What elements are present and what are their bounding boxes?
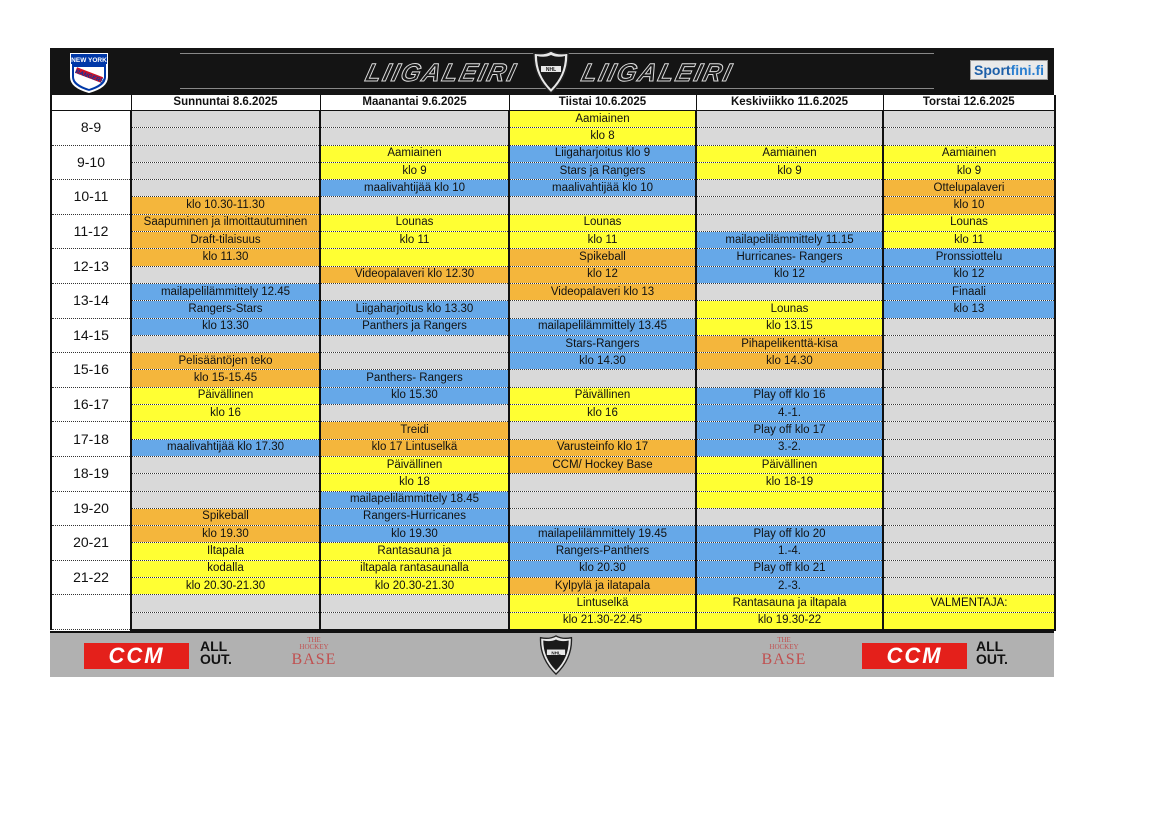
ccm-logo-right: CCM [862, 643, 967, 669]
schedule-cell [320, 405, 509, 422]
schedule-row [51, 318, 1055, 335]
corner-cell [51, 95, 131, 111]
schedule-row [51, 301, 1055, 318]
schedule-cell: Liigaharjoitus klo 13.30 [320, 301, 509, 318]
schedule-cell [883, 508, 1055, 525]
schedule-cell: Panthers- Rangers [320, 370, 509, 387]
schedule-cell: Play off klo 16 [696, 387, 883, 404]
hockey-base-hockey-2: HOCKEY [769, 642, 799, 651]
hockey-base-hockey: HOCKEY [299, 642, 329, 651]
allout-logo [200, 637, 232, 667]
schedule-cell: mailapelilämmittely 13.45 [509, 318, 696, 335]
time-slot-label: 8-9 [51, 111, 131, 146]
schedule-cell: maalivahtijää klo 17.30 [131, 439, 320, 456]
schedule-row [51, 526, 1055, 543]
schedule-cell: Varusteinfo klo 17 [509, 439, 696, 456]
schedule-row [51, 249, 1055, 266]
schedule-cell: Rantasauna ja iltapala [696, 595, 883, 612]
schedule-cell: Pihapelikenttä-kisa [696, 335, 883, 352]
schedule-row [51, 180, 1055, 197]
schedule-cell: klo 13.15 [696, 318, 883, 335]
schedule-cell: Panthers ja Rangers [320, 318, 509, 335]
schedule-cell: Ottelupalaveri [883, 180, 1055, 197]
schedule-cell: klo 15-15.45 [131, 370, 320, 387]
schedule-cell: kodalla [131, 560, 320, 577]
time-slot-label: 10-11 [51, 180, 131, 215]
schedule-cell [509, 491, 696, 508]
schedule-cell [883, 456, 1055, 473]
schedule-cell: klo 11 [509, 232, 696, 249]
schedule-cell: klo 9 [696, 162, 883, 179]
schedule-cell [131, 266, 320, 283]
schedule-cell: klo 12 [509, 266, 696, 283]
schedule-cell [131, 145, 320, 162]
time-slot-label: 15-16 [51, 353, 131, 388]
schedule-cell: iltapala rantasaunalla [320, 560, 509, 577]
schedule-cell [696, 180, 883, 197]
schedule-cell: Pelisääntöjen teko [131, 353, 320, 370]
schedule-row [51, 612, 1055, 630]
schedule-cell [131, 491, 320, 508]
schedule-cell: klo 13 [883, 301, 1055, 318]
schedule-cell: klo 11 [883, 232, 1055, 249]
schedule-cell: klo 18-19 [696, 474, 883, 491]
day-header: Torstai 12.6.2025 [883, 95, 1055, 111]
schedule-cell [696, 128, 883, 145]
schedule-cell: Videopalaveri klo 13 [509, 283, 696, 300]
hockey-base-the: THE [307, 635, 321, 644]
schedule-cell: klo 14.30 [509, 353, 696, 370]
schedule-cell [696, 491, 883, 508]
schedule-cell: CCM/ Hockey Base [509, 456, 696, 473]
schedule-cell: Finaali [883, 283, 1055, 300]
schedule-cell [131, 335, 320, 352]
schedule-cell: klo 19.30 [320, 526, 509, 543]
schedule-cell: Päivällinen [696, 456, 883, 473]
schedule-row [51, 456, 1055, 473]
svg-text:NHL: NHL [551, 650, 561, 656]
banner-title-right: LIIGALEIRI [578, 59, 737, 87]
schedule-row [51, 197, 1055, 214]
schedule-cell [883, 405, 1055, 422]
day-header: Keskiviikko 11.6.2025 [696, 95, 883, 111]
schedule-cell: Päivällinen [320, 456, 509, 473]
schedule-cell: VALMENTAJA: [883, 595, 1055, 612]
schedule-cell: klo 9 [320, 162, 509, 179]
time-slot-label [51, 595, 131, 630]
schedule-row [51, 266, 1055, 283]
schedule-cell: Draft-tilaisuus [131, 232, 320, 249]
schedule-cell: Pronssiottelu [883, 249, 1055, 266]
schedule-cell: klo 12 [696, 266, 883, 283]
schedule-cell [883, 543, 1055, 560]
schedule-cell [131, 128, 320, 145]
day-header-row [51, 95, 1055, 111]
schedule-row [51, 232, 1055, 249]
schedule-cell: klo 16 [131, 405, 320, 422]
schedule-cell: klo 20.30 [509, 560, 696, 577]
schedule-row [51, 387, 1055, 404]
schedule-row [51, 405, 1055, 422]
schedule-cell: klo 18 [320, 474, 509, 491]
schedule-cell [883, 491, 1055, 508]
schedule-cell: klo 16 [509, 405, 696, 422]
schedule-cell [883, 387, 1055, 404]
header-banner [50, 48, 1054, 95]
schedule-cell: klo 21.30-22.45 [509, 612, 696, 630]
schedule-cell: Videopalaveri klo 12.30 [320, 266, 509, 283]
schedule-cell: Rangers-Panthers [509, 543, 696, 560]
nhl-shield-icon [532, 50, 570, 94]
schedule-cell [696, 370, 883, 387]
schedule-cell: klo 8 [509, 128, 696, 145]
schedule-cell: klo 15.30 [320, 387, 509, 404]
hockey-base-logo [290, 637, 338, 675]
schedule-cell: Rangers-Stars [131, 301, 320, 318]
schedule-cell [131, 456, 320, 473]
schedule-cell: Treidi [320, 422, 509, 439]
schedule-row [51, 491, 1055, 508]
schedule-cell [696, 197, 883, 214]
hockey-base-base: BASE [291, 650, 337, 668]
schedule-row [51, 508, 1055, 525]
schedule-cell [320, 111, 509, 128]
schedule-cell [131, 595, 320, 612]
time-slot-label: 12-13 [51, 249, 131, 284]
schedule-cell: klo 17 Lintuselkä [320, 439, 509, 456]
nhl-shield-footer-icon [538, 635, 574, 675]
day-header: Maanantai 9.6.2025 [320, 95, 509, 111]
schedule-row [51, 162, 1055, 179]
schedule-cell: maalivahtijää klo 10 [320, 180, 509, 197]
schedule-cell [696, 283, 883, 300]
schedule-cell: Lounas [696, 301, 883, 318]
schedule-cell [883, 335, 1055, 352]
schedule-cell: 4.-1. [696, 405, 883, 422]
schedule-cell: Päivällinen [509, 387, 696, 404]
schedule-cell [509, 301, 696, 318]
schedule-cell: Lounas [320, 214, 509, 231]
schedule-cell: klo 9 [883, 162, 1055, 179]
footer-sponsors [50, 631, 1054, 677]
schedule-cell [883, 318, 1055, 335]
schedule-cell: klo 19.30 [131, 526, 320, 543]
hockey-base-base-2: BASE [761, 650, 807, 668]
schedule-cell: mailapelilämmittely 12.45 [131, 283, 320, 300]
schedule-cell: Kylpylä ja ilatapala [509, 578, 696, 595]
time-slot-label: 18-19 [51, 456, 131, 491]
schedule-table [50, 95, 1056, 631]
schedule-row [51, 111, 1055, 128]
ccm-logo: CCM [84, 643, 189, 669]
schedule-cell [509, 474, 696, 491]
hockey-base-the-2: THE [777, 635, 791, 644]
schedule-cell: Rangers-Hurricanes [320, 508, 509, 525]
schedule-cell: maalivahtijää klo 10 [509, 180, 696, 197]
schedule-cell: klo 11.30 [131, 249, 320, 266]
schedule-row [51, 439, 1055, 456]
time-slot-label: 16-17 [51, 387, 131, 422]
schedule-cell: klo 11 [320, 232, 509, 249]
schedule-cell: Saapuminen ja ilmoittautuminen [131, 214, 320, 231]
schedule-cell: Aamiainen [509, 111, 696, 128]
schedule-cell: Lintuselkä [509, 595, 696, 612]
time-slot-label: 17-18 [51, 422, 131, 457]
schedule-row [51, 474, 1055, 491]
svg-text:RANGERS: RANGERS [74, 69, 105, 86]
schedule-cell [883, 111, 1055, 128]
schedule-row [51, 128, 1055, 145]
schedule-cell [320, 353, 509, 370]
schedule-cell [131, 474, 320, 491]
schedule-cell: Aamiainen [696, 145, 883, 162]
schedule-row [51, 370, 1055, 387]
schedule-row [51, 145, 1055, 162]
day-header: Sunnuntai 8.6.2025 [131, 95, 320, 111]
schedule-row [51, 578, 1055, 595]
schedule-cell [131, 111, 320, 128]
schedule-cell [509, 370, 696, 387]
time-slot-label: 20-21 [51, 526, 131, 561]
svg-text:NEW YORK: NEW YORK [71, 57, 107, 64]
schedule-cell [509, 422, 696, 439]
schedule-cell [131, 422, 320, 439]
allout-line-2-right: OUT. [976, 650, 1008, 667]
time-slot-label: 14-15 [51, 318, 131, 353]
schedule-cell [509, 197, 696, 214]
schedule-row [51, 214, 1055, 231]
schedule-cell [883, 370, 1055, 387]
schedule-cell [696, 508, 883, 525]
banner-title-left: LIIGALEIRI [362, 59, 521, 87]
schedule-cell [131, 180, 320, 197]
sponsor-part-a: Sport [974, 62, 1011, 78]
allout-line-2: OUT. [200, 650, 232, 667]
day-header: Tiistai 10.6.2025 [509, 95, 696, 111]
schedule-cell [883, 422, 1055, 439]
schedule-cell [320, 197, 509, 214]
schedule-cell [883, 526, 1055, 543]
rangers-logo-icon [68, 51, 110, 93]
schedule-cell [883, 128, 1055, 145]
schedule-cell: klo 20.30-21.30 [320, 578, 509, 595]
schedule-cell: mailapelilämmittely 11.15 [696, 232, 883, 249]
schedule-row [51, 543, 1055, 560]
schedule-cell [131, 162, 320, 179]
schedule-cell: Play off klo 20 [696, 526, 883, 543]
schedule-cell: Hurricanes- Rangers [696, 249, 883, 266]
schedule-cell: klo 13.30 [131, 318, 320, 335]
schedule-cell: Lounas [883, 214, 1055, 231]
schedule-cell: Liigaharjoitus klo 9 [509, 145, 696, 162]
schedule-row [51, 335, 1055, 352]
svg-text:NHL: NHL [545, 67, 557, 74]
schedule-cell: 3.-2. [696, 439, 883, 456]
schedule-cell [509, 508, 696, 525]
allout-line-1-right: ALL [976, 637, 1004, 654]
schedule-cell [883, 439, 1055, 456]
schedule-row [51, 283, 1055, 300]
schedule-cell: Rantasauna ja [320, 543, 509, 560]
schedule-cell [320, 612, 509, 630]
schedule-row [51, 353, 1055, 370]
schedule-cell: Play off klo 21 [696, 560, 883, 577]
schedule-sheet [50, 48, 1054, 677]
time-slot-label: 21-22 [51, 560, 131, 595]
schedule-cell: 1.-4. [696, 543, 883, 560]
schedule-row [51, 595, 1055, 612]
schedule-cell [883, 474, 1055, 491]
schedule-cell [883, 560, 1055, 577]
schedule-cell: Päivällinen [131, 387, 320, 404]
schedule-row [51, 560, 1055, 577]
schedule-cell [696, 214, 883, 231]
schedule-cell [883, 612, 1055, 630]
schedule-cell: 2.-3. [696, 578, 883, 595]
schedule-cell: klo 19.30-22 [696, 612, 883, 630]
sponsor-part-b: fini.fi [1010, 62, 1044, 78]
time-slot-label: 13-14 [51, 283, 131, 318]
time-slot-label: 11-12 [51, 214, 131, 249]
schedule-cell [320, 128, 509, 145]
schedule-cell: klo 20.30-21.30 [131, 578, 320, 595]
schedule-cell: Stars ja Rangers [509, 162, 696, 179]
schedule-cell [883, 578, 1055, 595]
schedule-cell: mailapelilämmittely 18.45 [320, 491, 509, 508]
schedule-cell [320, 595, 509, 612]
time-slot-label: 19-20 [51, 491, 131, 526]
schedule-cell: Play off klo 17 [696, 422, 883, 439]
schedule-cell: Aamiainen [883, 145, 1055, 162]
schedule-cell [320, 283, 509, 300]
time-slot-label: 9-10 [51, 145, 131, 180]
schedule-body [51, 111, 1055, 630]
schedule-cell: Iltapala [131, 543, 320, 560]
schedule-cell: klo 12 [883, 266, 1055, 283]
schedule-cell: klo 10.30-11.30 [131, 197, 320, 214]
sponsor-logo-sportfini [970, 60, 1048, 80]
schedule-cell [131, 612, 320, 630]
schedule-cell: klo 10 [883, 197, 1055, 214]
schedule-cell [883, 353, 1055, 370]
schedule-cell: Lounas [509, 214, 696, 231]
allout-line-1: ALL [200, 637, 228, 654]
schedule-cell: Spikeball [509, 249, 696, 266]
schedule-cell: mailapelilämmittely 19.45 [509, 526, 696, 543]
schedule-cell [320, 249, 509, 266]
schedule-cell: klo 14.30 [696, 353, 883, 370]
schedule-cell [320, 335, 509, 352]
schedule-cell: Stars-Rangers [509, 335, 696, 352]
allout-logo-right [976, 637, 1008, 667]
schedule-cell [696, 111, 883, 128]
schedule-cell: Aamiainen [320, 145, 509, 162]
hockey-base-logo-right [760, 637, 808, 675]
schedule-cell: Spikeball [131, 508, 320, 525]
schedule-row [51, 422, 1055, 439]
